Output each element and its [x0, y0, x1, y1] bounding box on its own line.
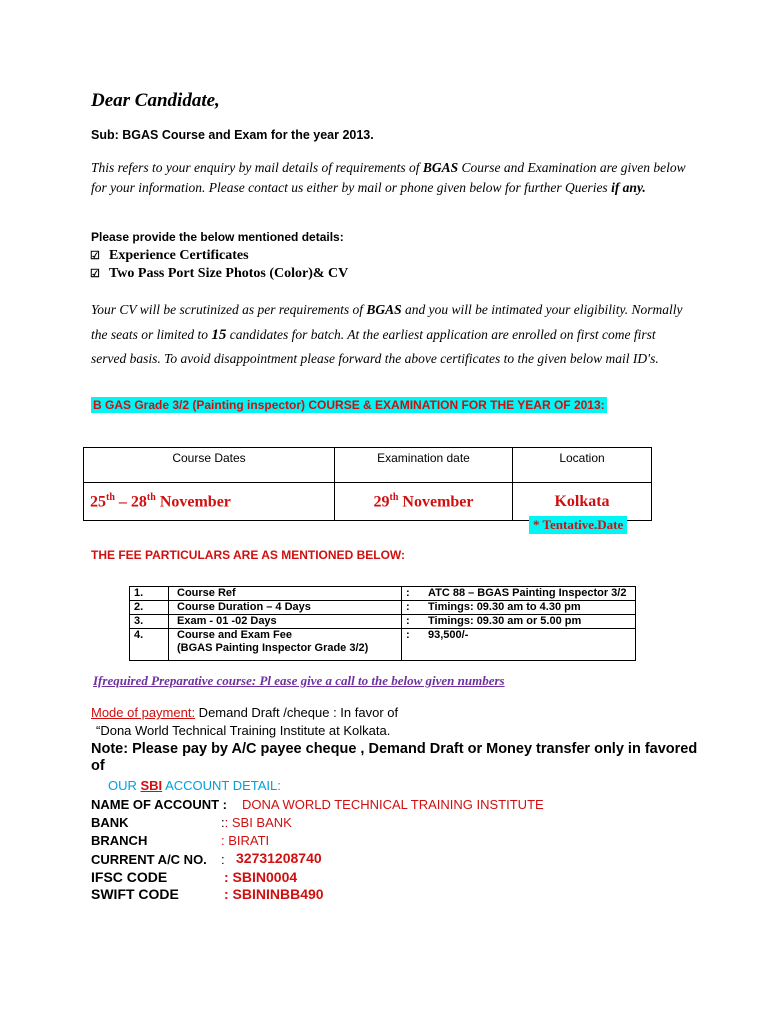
tentative-note: * Tentative.Date [529, 516, 627, 534]
account-name-value: DONA WORLD TECHNICAL TRAINING INSTITUTE [242, 797, 544, 812]
schedule-table [83, 447, 652, 521]
location-value: Kolkata [513, 483, 652, 521]
provide-heading: Please provide the below mentioned details: [91, 230, 344, 244]
checkbox-bullet-icon: ☑ [90, 268, 100, 280]
bank-label: BANK [91, 815, 129, 830]
branch-value: : BIRATI [221, 833, 270, 848]
header-course-dates: Course Dates [84, 448, 335, 483]
account-name-label: NAME OF ACCOUNT : [91, 797, 228, 812]
payment-note: Note: Please pay by A/C payee cheque , Demand Draft or Money transfer only in favored of [91, 741, 698, 774]
account-number-sep: : [221, 852, 225, 867]
cv-paragraph: Your CV will be scrutinized as per requirements of BGAS and you will be intimated your eligibility. Normally the seats or limited to 15 candidates for batch. At the earliest application are enrolled on first come first served basis. To avoid disappointment please forward the above certificates to the given below mail ID's. [91, 302, 683, 366]
intro-paragraph: This refers to your enquiry by mail details of requirements of BGAS Course and Examination are given below for your information. Please contact us either by mail or phone given below for further Queries if any. [91, 160, 686, 195]
ifsc-value: : SBIN0004 [224, 869, 298, 885]
preparative-course-note: Ifrequired Preparative course: Pl ease give a call to the below given numbers [93, 673, 505, 688]
greeting: Dear Candidate, [91, 90, 220, 111]
ifsc-label: IFSC CODE [91, 869, 168, 885]
schedule-title: B GAS Grade 3/2 (Painting inspector) COURSE & EXAMINATION FOR THE YEAR OF 2013: [93, 398, 605, 412]
list-item: ☑ Two Pass Port Size Photos (Color)& CV [90, 266, 349, 281]
account-heading: OUR SBI ACCOUNT DETAIL: [108, 778, 281, 793]
branch-label: BRANCH [91, 833, 148, 848]
header-exam-date: Examination date [335, 448, 513, 483]
mode-of-payment: Mode of payment: Demand Draft /cheque : In favor of [91, 705, 399, 720]
swift-label: SWIFT CODE [91, 886, 179, 902]
header-location: Location [513, 448, 652, 483]
fee-title: THE FEE PARTICULARS ARE AS MENTIONED BELOW: [91, 548, 406, 562]
swift-value: : SBININBB490 [224, 886, 324, 902]
table-row: 3. Exam - 01 -02 Days : Timings: 09.30 am or 5.00 pm [130, 615, 636, 629]
account-number-label: CURRENT A/C NO. [91, 852, 207, 867]
table-row: 1. Course Ref : ATC 88 – BGAS Painting Inspector 3/2 [130, 587, 636, 601]
bank-value: :: SBI BANK [221, 815, 292, 830]
account-number-value: 32731208740 [236, 850, 322, 866]
course-dates-value: 25th – 28th November [84, 483, 335, 521]
checkbox-bullet-icon: ☑ [90, 250, 100, 262]
table-row: 4. Course and Exam Fee (BGAS Painting Inspector Grade 3/2) : 93,500/- [130, 629, 636, 661]
payment-favor: “Dona World Technical Training Institute at Kolkata. [96, 723, 391, 738]
list-item: ☑ Experience Certificates [90, 248, 249, 263]
exam-date-value: 29th November [335, 483, 513, 521]
requirements-list [90, 247, 348, 283]
fee-table [129, 586, 636, 661]
subject-line: Sub: BGAS Course and Exam for the year 2013. [91, 128, 374, 142]
table-row: 2. Course Duration – 4 Days : Timings: 09.30 am to 4.30 pm [130, 601, 636, 615]
